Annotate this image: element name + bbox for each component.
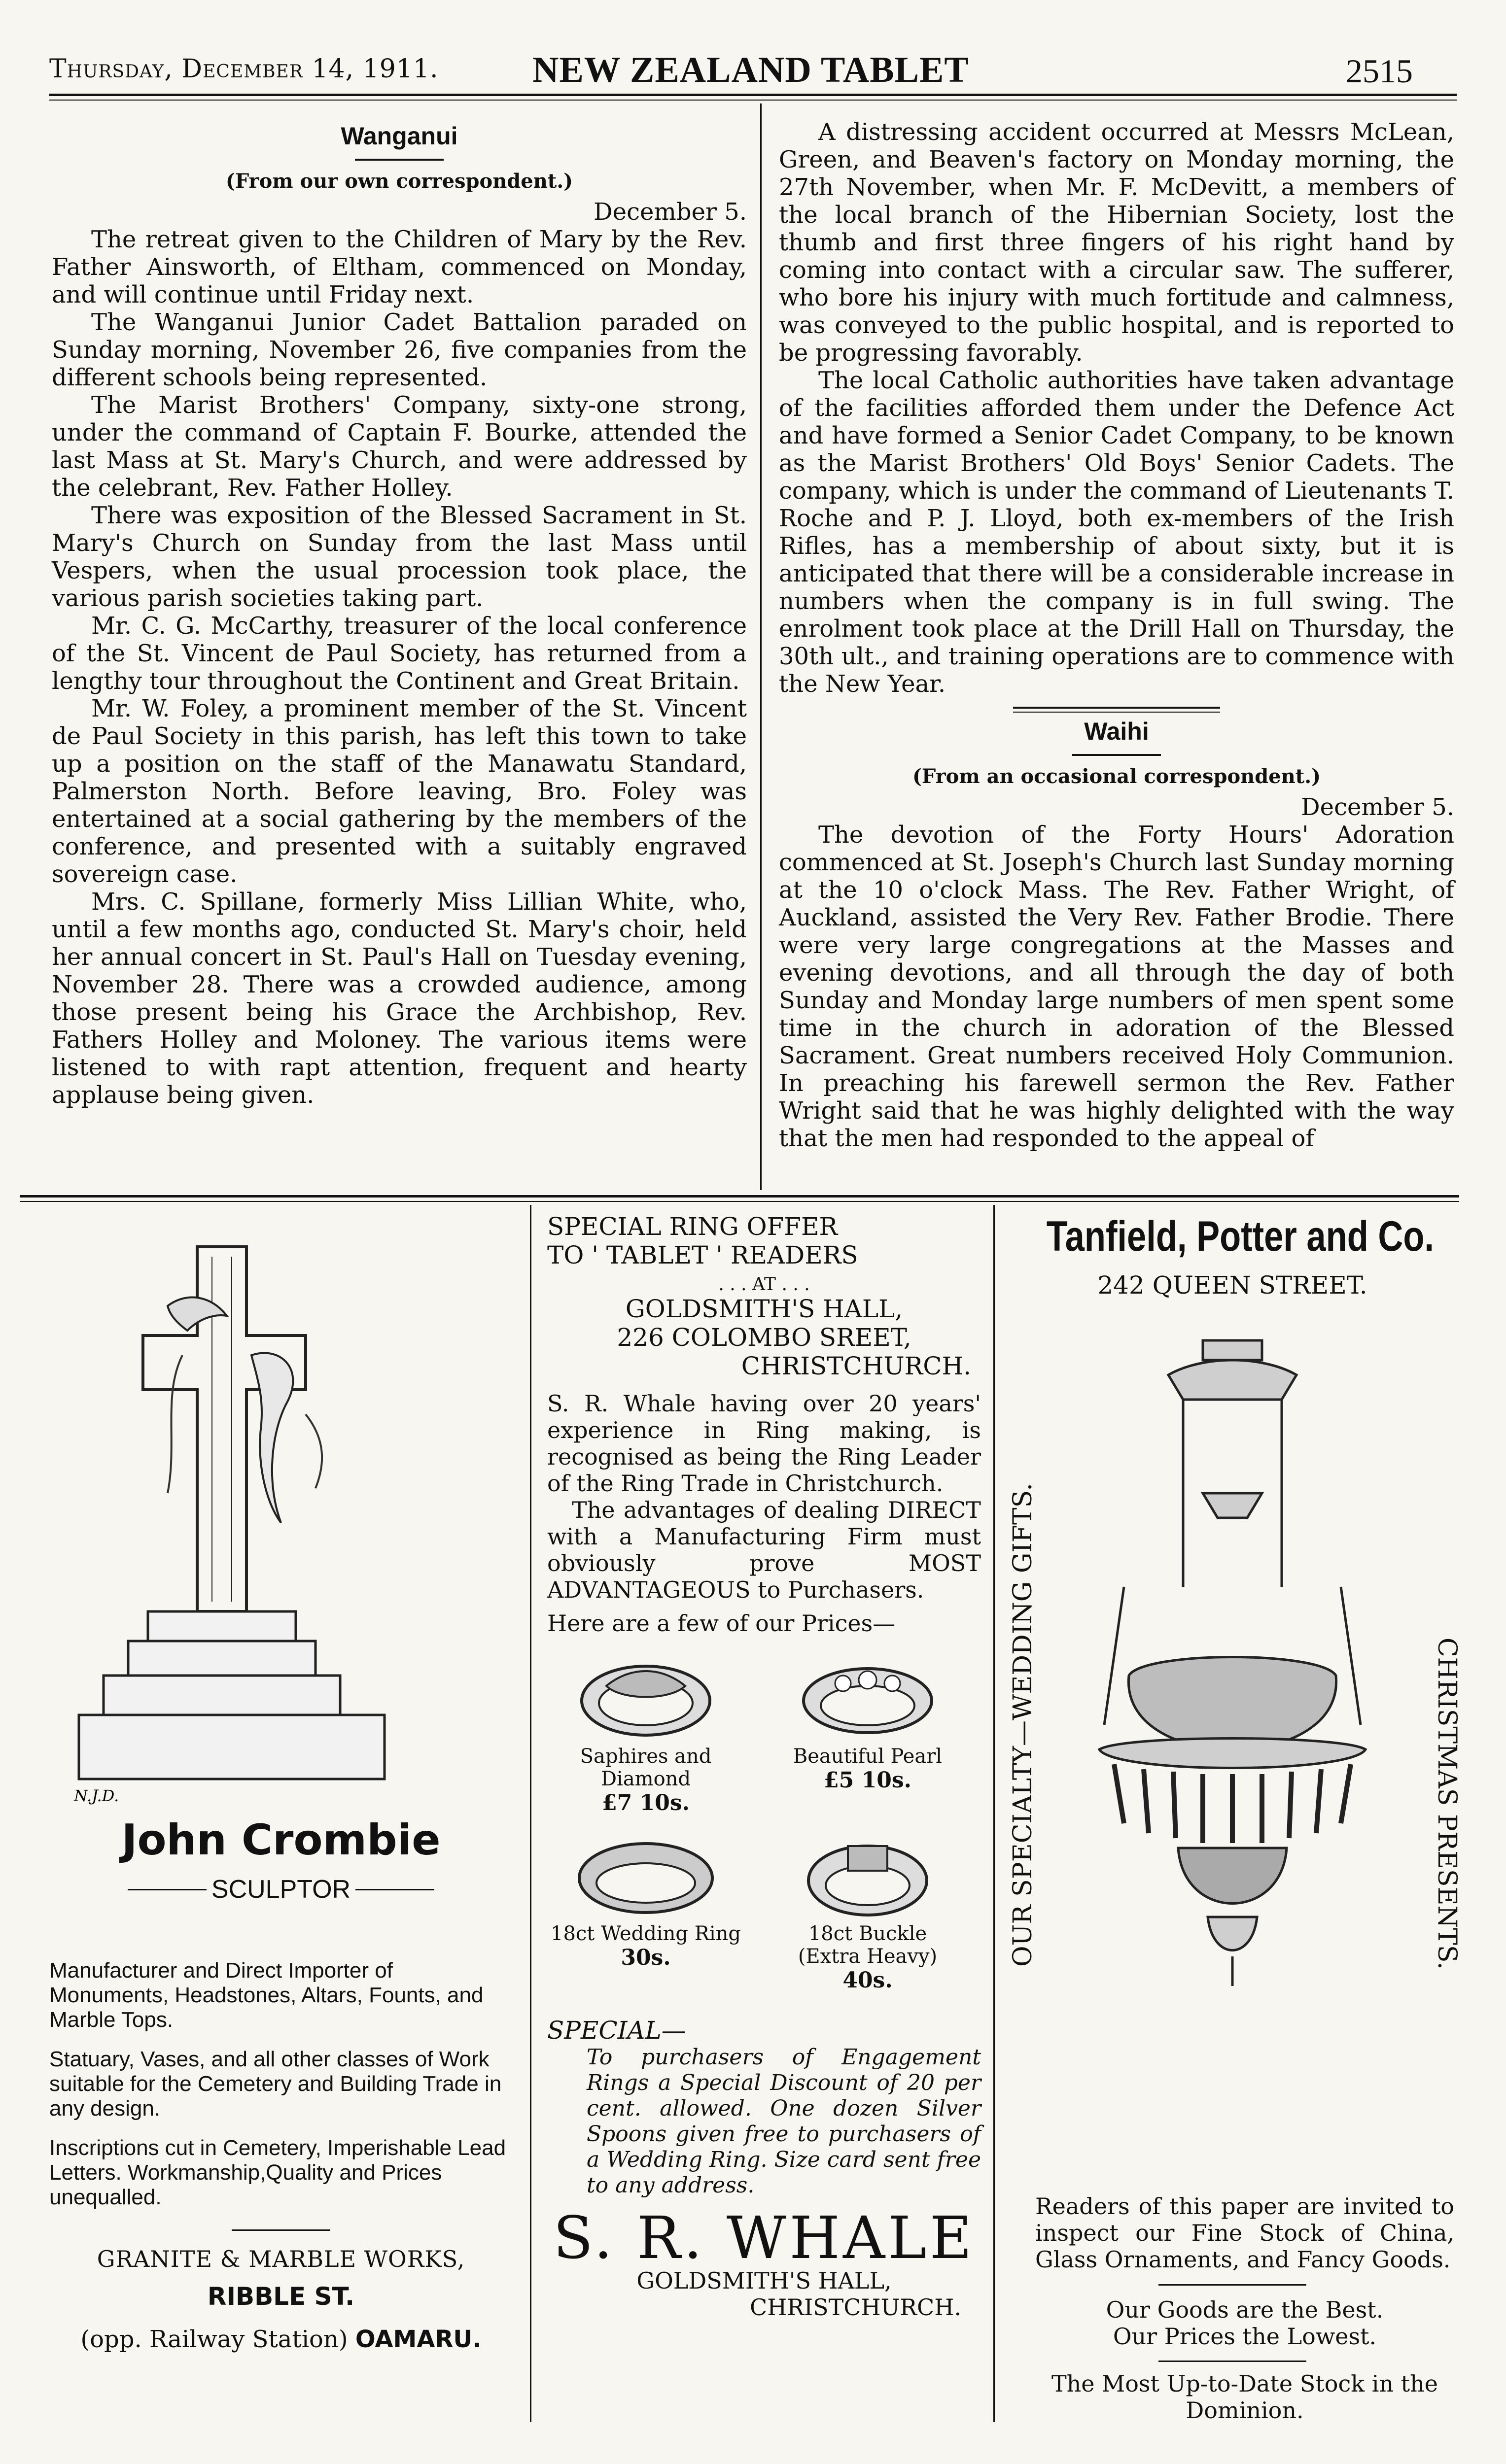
section-rule-thin [1013, 712, 1220, 713]
newspaper-title: NEW ZEALAND TABLET [532, 50, 969, 90]
offer-line-1: SPECIAL RING OFFER [547, 1212, 838, 1241]
ad-divider-2 [993, 1205, 995, 2422]
ring-label: 18ct Buckle [808, 1922, 927, 1945]
crombie-station: (opp. Railway Station) [80, 2326, 348, 2353]
whale-hall: GOLDSMITH'S HALL, [625, 1295, 903, 1323]
ring-price: £7 10s. [602, 1790, 690, 1815]
footer-city: CHRISTCHURCH. [750, 2294, 961, 2321]
ring-pearl-icon [794, 1656, 942, 1745]
ring-wedding [547, 1834, 744, 1970]
section-rule-thick [1013, 707, 1220, 709]
waihi-correspondent: (From an occasional correspondent.) [912, 765, 1321, 788]
waihi-title: Waihi [1084, 718, 1149, 745]
header-date: Thursday, December 14, 1911. [49, 54, 439, 84]
crombie-details [49, 1958, 513, 2210]
accident-paragraph: A distressing accident occurred at Messrs McLean, Green, and Beaven's factory on Monday morning, the 27th November, when Mr. F. McDevitt, a members of the local branch of the Hibernian Society, lost the thumb and first three fingers of his right hand by coming into contact with a circular saw. The sufferer, who bore his injury with much fortitude and calmness, was conveyed to the public hospital, and is reported to be progressing favorably. [779, 118, 1454, 367]
ads-rule-thin [20, 1201, 1459, 1202]
waihi-paragraph: The devotion of the Forty Hours' Adoration commenced at St. Joseph's Church last Sunday morning at the 10 o'clock Mass. The Rev. Father Wright, of Auckland, assisted the Very Rev. Father Brodie. There were very large congregations at the Masses and evening devotions, and all through the day of both Sunday and Monday large numbers of men spent some time in the church in adoration of the Blessed Sacrament. Great numbers received Holy Communion. In preaching his farewell sermon the Rev. Father Wright said that he was highly delighted with the way that the men had responded to the appeal of [779, 821, 1454, 1152]
ring-label: Saphires and Diamond [580, 1745, 712, 1790]
role-rule [128, 1889, 207, 1890]
crombie-location [49, 2326, 513, 2353]
ring-note: (Extra Heavy) [798, 1945, 938, 1968]
ring-label: Beautiful Pearl [793, 1745, 943, 1768]
side-right-container [1427, 1557, 1462, 2050]
whale-big-name: S. R. WHALE [553, 2204, 975, 2272]
special-text: To purchasers of Engagement Rings a Special Discount of 20 per cent. allowed. One dozen Silver Spoons given free to purchasers of a Wedding Ring. Size card sent free to any address. [587, 2045, 981, 2198]
ad-divider-1 [530, 1205, 531, 2422]
right-column [779, 118, 1454, 1152]
wanganui-article [52, 118, 747, 1109]
title-rule [1072, 754, 1161, 756]
wanganui-paragraph: The Marist Brothers' Company, sixty-one strong, under the command of Captain F. Bourke, attended the last Mass at St. Mary's Church, and were addressed by the celebrant, Rev. Father Holley. [52, 391, 747, 502]
whale-ad [547, 1212, 981, 2321]
wanganui-title: Wanganui [341, 122, 458, 150]
tanfield-stock: The Most Up-to-Date Stock in the Dominion. [1051, 2370, 1438, 2424]
whale-p1: S. R. Whale having over 20 years' experience in Ring making, is recognised as being the Ring Leader of the Ring Trade in Christchurch. [547, 1390, 981, 1497]
artist-mark: N.J.D. [74, 1786, 119, 1805]
tanfield-best-2: Our Prices the Lowest. [1113, 2323, 1377, 2350]
whale-p2: The advantages of dealing DIRECT with a Manufacturing Firm must obviously prove MOST ADVANTAGEOUS to Purchasers. [547, 1497, 981, 1603]
waihi-date: December 5. [1301, 793, 1454, 821]
tanfield-best-1: Our Goods are the Best. [1106, 2296, 1384, 2323]
ring-price: 30s. [621, 1945, 671, 1970]
crombie-p1: Manufacturer and Direct Importer of Monuments, Headstones, Altars, Founts, and Marble Tops. [49, 1958, 484, 2032]
crombie-role: SCULPTOR [211, 1875, 351, 1904]
wanganui-paragraph: The retreat given to the Children of Mary by the Rev. Father Ainsworth, of Eltham, commenced on Monday, and will continue until Friday next. [52, 226, 747, 308]
cadet-paragraph: The local Catholic authorities have taken advantage of the facilities afforded them under the Defence Act and have formed a Senior Cadet Company, to be known as the Marist Brothers' Old Boys' Senior Cadets. The company, which is under the command of Lieutenants T. Roche and P. J. Lloyd, both ex-members of the Irish Rifles, has a membership of about sixty, but it is anticipated that there will be a considerable increase in numbers when the company is in full swing. The enrolment took place at the Drill Hall on Thursday, the 30th ult., and training operations are to commence with the New Year. [779, 367, 1454, 698]
wanganui-paragraph: Mr. C. G. McCarthy, treasurer of the local conference of the St. Vincent de Paul Society, has returned from a lengthy tour throughout the Continent and Great Britain. [52, 612, 747, 695]
wanganui-paragraph: Mr. W. Foley, a prominent member of the St. Vincent de Paul Society in this parish, has left this town to take up a position on the staff of the Manawatu Standard, Palmerston North. Before leaving, Bro. Foley was entertained at a social gathering by the members of the conference, and presented with a suitably engraved sovereign case. [52, 695, 747, 888]
crombie-p3: Inscriptions cut in Cemetery, Imperishable Lead Letters. Workmanship,Quality and Prices unequalled. [49, 2136, 506, 2209]
wanganui-correspondent: (From our own correspondent.) [225, 170, 573, 193]
wanganui-paragraph: Mrs. C. Spillane, formerly Miss Lillian White, who, until a few months ago, conducted St. Mary's choir, held her annual concert in St. Paul's Hall on Tuesday evening, November 28. There was a crowded audience, among those present being his Grace the Archbishop, Rev. Fathers Holley and Moloney. The various items were listened to with rapt attention, frequent and hearty applause being given. [52, 888, 747, 1109]
tanfield-name: Tanfield, Potter and Co. [1046, 1213, 1434, 1260]
tanfield-rule-2 [1158, 2361, 1306, 2362]
monument-cross-illustration [49, 1207, 513, 1809]
hanging-lamp-illustration [1055, 1331, 1410, 2188]
header-rule-thick [49, 94, 1457, 96]
column-divider [760, 103, 762, 1190]
ring-label: 18ct Wedding Ring [551, 1922, 741, 1945]
role-rule [355, 1889, 434, 1890]
crombie-name: John Crombie [121, 1815, 441, 1865]
tanfield-rule-1 [1158, 2284, 1306, 2286]
side-right-text: CHRISTMAS PRESENTS. [1432, 1637, 1462, 1970]
ring-sapphire [547, 1656, 744, 1815]
crombie-street: RIBBLE ST. [207, 2282, 355, 2311]
crombie-works: GRANITE & MARBLE WORKS, [97, 2246, 465, 2272]
side-left-text: OUR SPECIALTY—WEDDING GIFTS. [1008, 1483, 1038, 1967]
tanfield-address: 242 QUEEN STREET. [1097, 1271, 1367, 1300]
footer-hall: GOLDSMITH'S HALL, [636, 2267, 892, 2294]
ring-sapphire-icon [572, 1656, 720, 1745]
prices-intro: Here are a few of our Prices— [547, 1610, 896, 1637]
ring-buckle-icon [794, 1834, 942, 1922]
title-rule [355, 159, 444, 161]
crombie-p2: Statuary, Vases, and all other classes of Work suitable for the Cemetery and Building Trade in any design. [49, 2047, 502, 2121]
tanfield-invite: Readers of this paper are invited to inspect our Fine Stock of China, Glass Ornaments, and Fancy Goods. [1035, 2193, 1454, 2273]
offer-at: . . . AT . . . [718, 1274, 810, 1295]
tanfield-ad [1006, 1212, 1462, 2425]
crombie-town: OAMARU. [355, 2326, 482, 2353]
crombie-ad [49, 1207, 513, 2425]
side-left-container [1008, 1385, 1043, 2065]
ring-price: £5 10s. [824, 1768, 911, 1793]
page-number: 2515 [1346, 52, 1413, 90]
header-rule-thin [49, 100, 1457, 101]
wanganui-paragraph: The Wanganui Junior Cadet Battalion paraded on Sunday morning, November 26, five companies from the different schools being represented. [52, 308, 747, 391]
ring-price: 40s. [842, 1968, 893, 1993]
crombie-rule [232, 2229, 330, 2231]
ring-pearl [764, 1656, 971, 1793]
offer-line-2: TO ' TABLET ' READERS [547, 1241, 858, 1269]
whale-address: 226 COLOMBO SREET, [617, 1323, 911, 1352]
rings-grid [547, 1656, 981, 2011]
ring-wedding-icon [572, 1834, 720, 1922]
ads-rule-thick [20, 1195, 1459, 1198]
whale-city: CHRISTCHURCH. [741, 1352, 971, 1380]
special-heading: SPECIAL— [547, 2016, 686, 2045]
crombie-role-row [49, 1875, 513, 1904]
wanganui-paragraph: There was exposition of the Blessed Sacrament in St. Mary's Church on Sunday from the last Mass until Vespers, when the usual procession took place, the various parish societies taking part. [52, 502, 747, 612]
ring-buckle [764, 1834, 971, 1993]
wanganui-date: December 5. [594, 198, 747, 226]
